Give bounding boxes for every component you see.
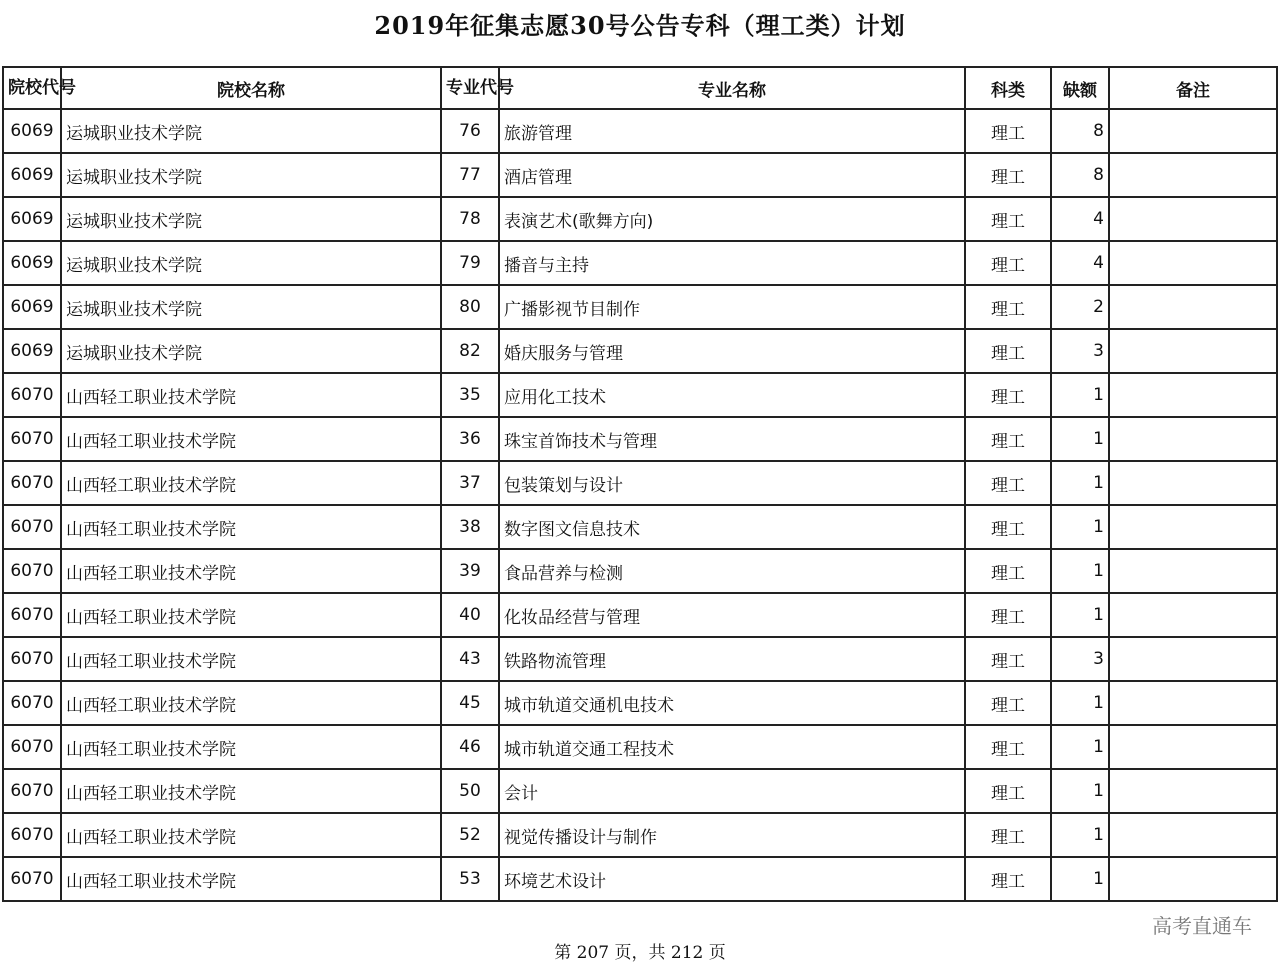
cell-school-name: 山西轻工职业技术学院	[61, 549, 441, 593]
cell-school-code: 6070	[3, 417, 61, 461]
cell-school-name: 山西轻工职业技术学院	[61, 637, 441, 681]
cell-category: 理工	[965, 593, 1051, 637]
cell-major-name: 酒店管理	[499, 153, 965, 197]
cell-school-name: 运城职业技术学院	[61, 285, 441, 329]
cell-major-code: 80	[441, 285, 499, 329]
cell-quota: 1	[1051, 681, 1109, 725]
cell-school-code: 6070	[3, 857, 61, 901]
header-major-code: 专业代号	[441, 67, 499, 109]
cell-school-name: 运城职业技术学院	[61, 153, 441, 197]
cell-category: 理工	[965, 637, 1051, 681]
cell-note	[1109, 373, 1277, 417]
cell-school-code: 6070	[3, 813, 61, 857]
cell-school-name: 山西轻工职业技术学院	[61, 769, 441, 813]
table-row	[3, 285, 1277, 329]
cell-major-code: 82	[441, 329, 499, 373]
cell-major-code: 53	[441, 857, 499, 901]
cell-category: 理工	[965, 681, 1051, 725]
cell-note	[1109, 593, 1277, 637]
cell-major-code: 37	[441, 461, 499, 505]
cell-quota: 1	[1051, 593, 1109, 637]
cell-note	[1109, 637, 1277, 681]
cell-major-name: 广播影视节目制作	[499, 285, 965, 329]
cell-major-name: 婚庆服务与管理	[499, 329, 965, 373]
header-school-code: 院校代号	[3, 67, 61, 109]
cell-quota: 1	[1051, 769, 1109, 813]
cell-school-code: 6070	[3, 549, 61, 593]
cell-note	[1109, 725, 1277, 769]
cell-major-name: 播音与主持	[499, 241, 965, 285]
cell-major-name: 会计	[499, 769, 965, 813]
header-quota: 缺额	[1051, 67, 1109, 109]
cell-major-code: 43	[441, 637, 499, 681]
table-row	[3, 241, 1277, 285]
cell-category: 理工	[965, 197, 1051, 241]
cell-school-name: 山西轻工职业技术学院	[61, 505, 441, 549]
cell-category: 理工	[965, 769, 1051, 813]
cell-school-code: 6069	[3, 109, 61, 153]
cell-category: 理工	[965, 857, 1051, 901]
cell-quota: 4	[1051, 197, 1109, 241]
cell-quota: 1	[1051, 813, 1109, 857]
cell-major-name: 旅游管理	[499, 109, 965, 153]
cell-major-name: 数字图文信息技术	[499, 505, 965, 549]
cell-major-code: 35	[441, 373, 499, 417]
cell-major-name: 环境艺术设计	[499, 857, 965, 901]
cell-school-code: 6070	[3, 769, 61, 813]
cell-major-code: 78	[441, 197, 499, 241]
cell-note	[1109, 505, 1277, 549]
cell-quota: 1	[1051, 373, 1109, 417]
cell-category: 理工	[965, 109, 1051, 153]
cell-school-name: 山西轻工职业技术学院	[61, 417, 441, 461]
cell-quota: 3	[1051, 329, 1109, 373]
cell-category: 理工	[965, 285, 1051, 329]
cell-school-name: 运城职业技术学院	[61, 109, 441, 153]
cell-major-name: 珠宝首饰技术与管理	[499, 417, 965, 461]
header-category: 科类	[965, 67, 1051, 109]
cell-category: 理工	[965, 461, 1051, 505]
cell-quota: 1	[1051, 417, 1109, 461]
table-row	[3, 593, 1277, 637]
cell-category: 理工	[965, 373, 1051, 417]
cell-school-name: 山西轻工职业技术学院	[61, 593, 441, 637]
table-row	[3, 813, 1277, 857]
cell-category: 理工	[965, 153, 1051, 197]
cell-major-code: 40	[441, 593, 499, 637]
cell-note	[1109, 197, 1277, 241]
table-row	[3, 329, 1277, 373]
cell-quota: 3	[1051, 637, 1109, 681]
cell-school-name: 运城职业技术学院	[61, 241, 441, 285]
cell-note	[1109, 769, 1277, 813]
cell-school-name: 山西轻工职业技术学院	[61, 681, 441, 725]
cell-note	[1109, 857, 1277, 901]
cell-note	[1109, 109, 1277, 153]
cell-category: 理工	[965, 725, 1051, 769]
cell-major-code: 77	[441, 153, 499, 197]
table-row	[3, 109, 1277, 153]
cell-major-code: 50	[441, 769, 499, 813]
cell-school-name: 山西轻工职业技术学院	[61, 725, 441, 769]
cell-school-code: 6070	[3, 505, 61, 549]
cell-note	[1109, 153, 1277, 197]
cell-note	[1109, 329, 1277, 373]
cell-note	[1109, 241, 1277, 285]
cell-quota: 2	[1051, 285, 1109, 329]
plan-table	[2, 66, 1278, 902]
cell-school-code: 6070	[3, 593, 61, 637]
cell-major-name: 城市轨道交通工程技术	[499, 725, 965, 769]
cell-category: 理工	[965, 329, 1051, 373]
page-footer: 第 207 页，共 212 页	[554, 943, 726, 963]
cell-major-name: 城市轨道交通机电技术	[499, 681, 965, 725]
table-row	[3, 769, 1277, 813]
cell-quota: 8	[1051, 153, 1109, 197]
cell-category: 理工	[965, 549, 1051, 593]
cell-note	[1109, 461, 1277, 505]
cell-school-code: 6070	[3, 637, 61, 681]
cell-note	[1109, 549, 1277, 593]
cell-school-name: 山西轻工职业技术学院	[61, 373, 441, 417]
cell-note	[1109, 417, 1277, 461]
cell-school-code: 6070	[3, 725, 61, 769]
table-row	[3, 461, 1277, 505]
cell-quota: 8	[1051, 109, 1109, 153]
cell-category: 理工	[965, 417, 1051, 461]
cell-major-name: 化妆品经营与管理	[499, 593, 965, 637]
cell-quota: 4	[1051, 241, 1109, 285]
table-row	[3, 417, 1277, 461]
table-row	[3, 505, 1277, 549]
cell-major-code: 36	[441, 417, 499, 461]
table-row	[3, 549, 1277, 593]
cell-major-code: 76	[441, 109, 499, 153]
cell-major-code: 52	[441, 813, 499, 857]
cell-school-code: 6069	[3, 329, 61, 373]
page-title: 2019年征集志愿30号公告专科（理工类）计划	[374, 11, 906, 40]
cell-major-code: 39	[441, 549, 499, 593]
cell-school-code: 6070	[3, 461, 61, 505]
cell-school-code: 6069	[3, 285, 61, 329]
cell-school-code: 6069	[3, 153, 61, 197]
cell-quota: 1	[1051, 857, 1109, 901]
cell-major-name: 食品营养与检测	[499, 549, 965, 593]
cell-school-name: 运城职业技术学院	[61, 197, 441, 241]
cell-school-code: 6070	[3, 373, 61, 417]
cell-note	[1109, 813, 1277, 857]
header-school-name: 院校名称	[61, 67, 441, 109]
cell-note	[1109, 285, 1277, 329]
cell-major-code: 46	[441, 725, 499, 769]
cell-school-name: 山西轻工职业技术学院	[61, 857, 441, 901]
cell-school-code: 6070	[3, 681, 61, 725]
cell-major-name: 视觉传播设计与制作	[499, 813, 965, 857]
table-row	[3, 681, 1277, 725]
table-row	[3, 153, 1277, 197]
table-row	[3, 857, 1277, 901]
table-row	[3, 637, 1277, 681]
table-row	[3, 725, 1277, 769]
cell-major-name: 应用化工技术	[499, 373, 965, 417]
table-body	[3, 109, 1277, 901]
cell-major-code: 79	[441, 241, 499, 285]
watermark: 高考直通车	[1152, 914, 1252, 938]
cell-category: 理工	[965, 241, 1051, 285]
cell-school-name: 山西轻工职业技术学院	[61, 813, 441, 857]
cell-major-code: 45	[441, 681, 499, 725]
cell-school-name: 山西轻工职业技术学院	[61, 461, 441, 505]
cell-quota: 1	[1051, 725, 1109, 769]
table-row	[3, 373, 1277, 417]
cell-school-code: 6069	[3, 197, 61, 241]
cell-note	[1109, 681, 1277, 725]
header-note: 备注	[1109, 67, 1277, 109]
cell-major-name: 表演艺术(歌舞方向)	[499, 197, 965, 241]
cell-major-code: 38	[441, 505, 499, 549]
cell-category: 理工	[965, 813, 1051, 857]
cell-major-name: 铁路物流管理	[499, 637, 965, 681]
table-header-row	[3, 67, 1277, 109]
cell-major-name: 包装策划与设计	[499, 461, 965, 505]
cell-quota: 1	[1051, 461, 1109, 505]
header-major-name: 专业名称	[499, 67, 965, 109]
cell-school-code: 6069	[3, 241, 61, 285]
cell-school-name: 运城职业技术学院	[61, 329, 441, 373]
table-row	[3, 197, 1277, 241]
cell-quota: 1	[1051, 549, 1109, 593]
cell-category: 理工	[965, 505, 1051, 549]
cell-quota: 1	[1051, 505, 1109, 549]
